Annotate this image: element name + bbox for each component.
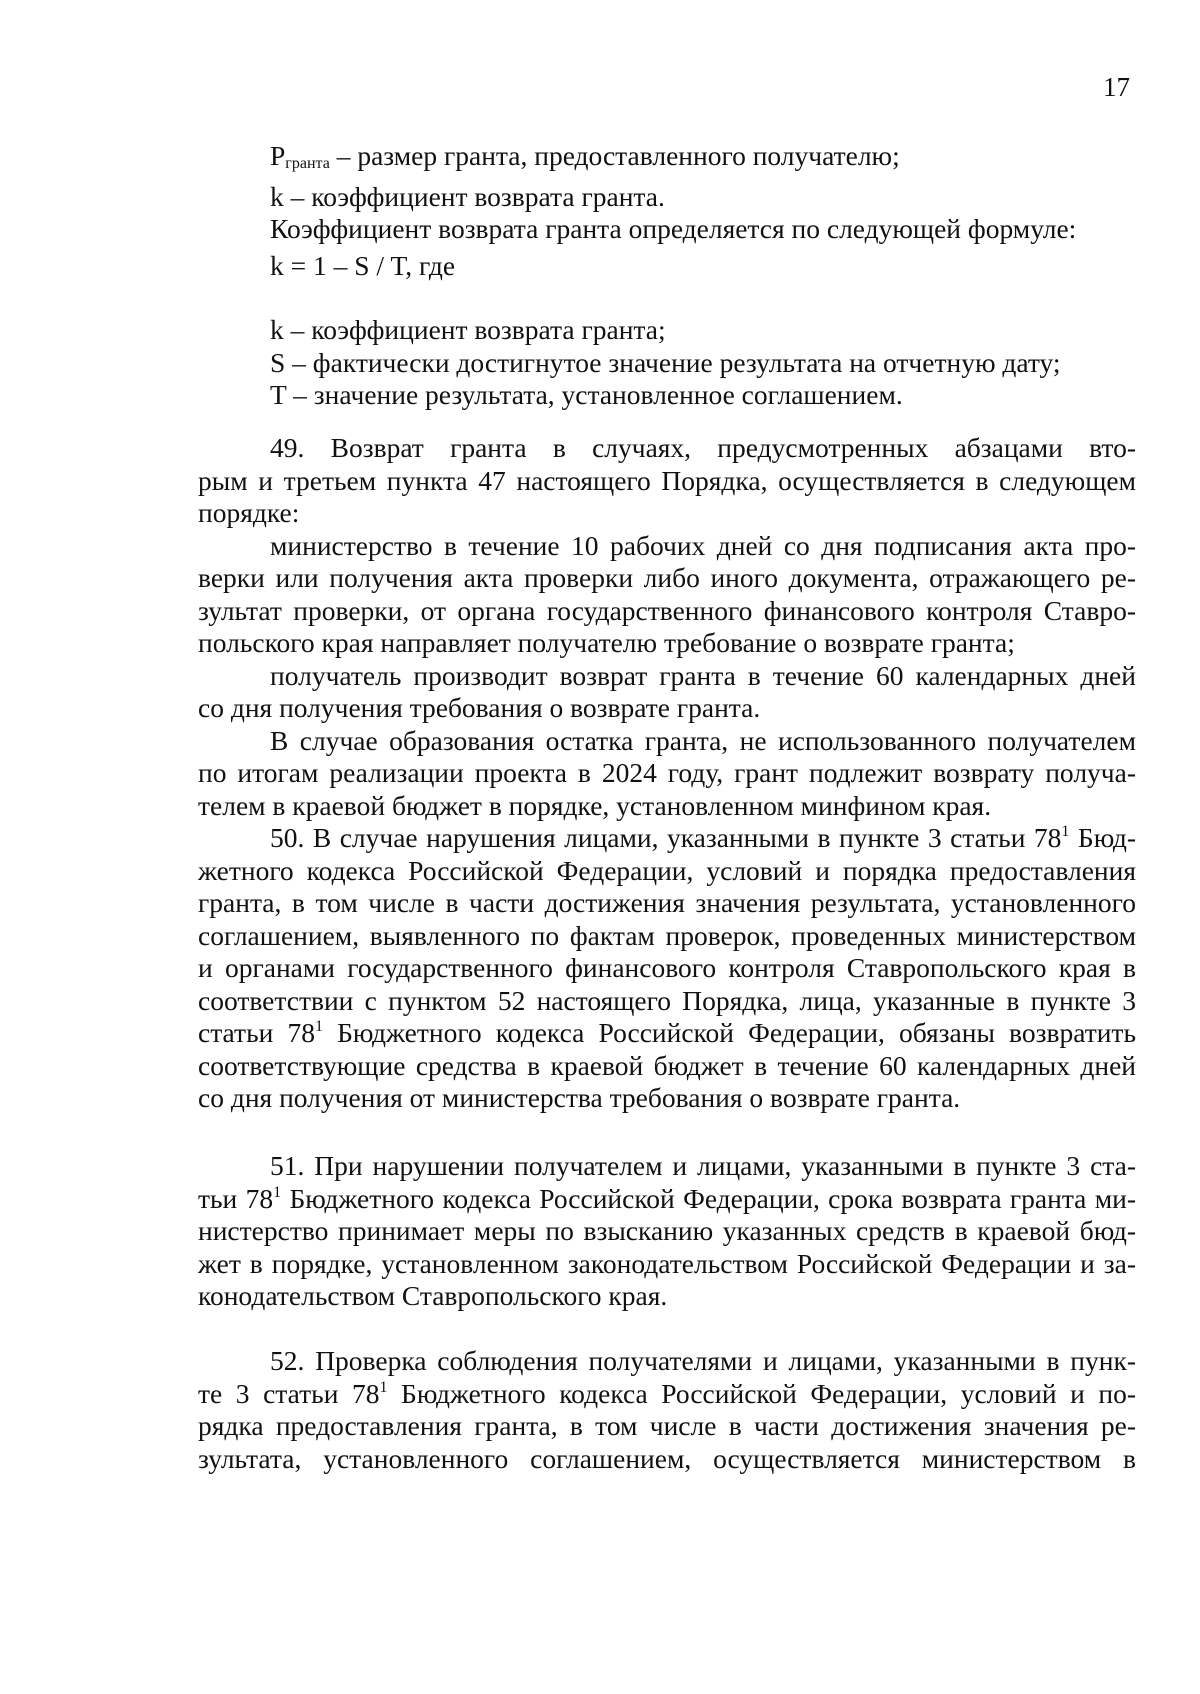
superscript: 1 — [314, 1018, 323, 1035]
section-50-line: соответствующие средства в краевой бюджет в течение 60 календарных дней — [198, 1049, 1136, 1081]
section-49-p4-line: по итогам реализации проекта в 2024 году, грант подлежит возврату получа- — [198, 757, 1136, 788]
section-50-line: жетного кодекса Российской Федерации, условий и порядка предоставления — [198, 854, 1136, 886]
formula-var-k: k – коэффициент возврата гранта; — [270, 314, 666, 345]
section-49-p3-line: получатель производит возврат гранта в течение 60 календарных дней — [270, 659, 1136, 691]
section-51-line: 51. При нарушении получателем и лицами, указанными в пункте 3 ста- — [270, 1150, 1136, 1181]
section-50-line: соответствии с пунктом 52 настоящего Порядка, лица, указанные в пункте 3 — [198, 984, 1136, 1016]
superscript: 1 — [273, 1183, 282, 1201]
section-50 — [198, 822, 1136, 1115]
p-definition-text: – размер гранта, предоставленного получателю; — [329, 140, 900, 171]
section-49-line: рым и третьем пункта 47 настоящего Порядка, осуществляется в следующем — [198, 464, 1136, 496]
section-49-line: порядке: — [198, 497, 300, 528]
section-51-line: тьи $78^1$ Бюджетного кодекса Российской Федерации, срока возврата гранта ми- — [198, 1182, 1136, 1214]
superscript: 1 — [379, 1378, 388, 1396]
section-52-line: рядка предоставления гранта, в том числе в части достижения значения ре- — [198, 1410, 1136, 1441]
p-symbol: P — [270, 140, 286, 171]
formula-block — [198, 250, 1136, 283]
section-52-line: те 3 статьи $78^1$ Бюджетного кодекса Российской Федерации, условий и по- — [198, 1377, 1136, 1409]
formula-var-s: S – фактически достигнутое значение результата на отчетную дату; — [270, 346, 1061, 378]
section-51-line: конодательством Ставропольского края. — [198, 1280, 668, 1311]
superscript: 1 — [1061, 823, 1070, 840]
p-subscript: гранта — [285, 155, 330, 172]
section-52-line: зультата, установленного соглашением, осуществляется министерством в — [198, 1442, 1136, 1474]
definitions-block — [198, 140, 1136, 246]
definition-p-grant — [198, 140, 1136, 181]
section-50-line: 50. В случае нарушения лицами, указанными в пункте 3 статьи $78^1$ Бюд- — [270, 822, 1136, 853]
section-49-p4-line: В случае образования остатка гранта, не использованного получателем — [270, 724, 1136, 756]
formula-variables — [198, 314, 1136, 412]
formula-intro: Коэффициент возврата гранта определяется по следующей формуле: — [270, 213, 1077, 244]
section-51-line: нистерство принимает меры по взысканию указанных средств в краевой бюд- — [198, 1215, 1136, 1246]
section-49-p2-line: польского края направляет получателю требование о возврате гранта; — [198, 627, 1015, 658]
section-49-p4-line: телем в краевой бюджет в порядке, установленном минфином края. — [198, 789, 992, 821]
formula: k = 1 – S / T, где — [270, 250, 456, 281]
section-49 — [198, 432, 1136, 822]
definition-k: k – коэффициент возврата гранта. — [270, 180, 665, 212]
section-50-line: соглашением, выявленного по фактам проверок, проведенных министерством — [198, 919, 1136, 951]
section-49-p2-line: зультат проверки, от органа государственного финансового контроля Ставро- — [198, 594, 1136, 626]
section-50-line: гранта, в том числе в части достижения значения результата, установленного — [198, 887, 1136, 918]
section-49-p2-line: верки или получения акта проверки либо иного документа, отражающего ре- — [198, 562, 1136, 593]
section-51 — [198, 1150, 1136, 1313]
section-52-line: 52. Проверка соблюдения получателями и лицами, указанными в пунк- — [270, 1345, 1136, 1376]
section-51-line: жет в порядке, установленном законодательством Российской Федерации и за- — [198, 1247, 1136, 1279]
section-50-line: со дня получения от министерства требования о возврате гранта. — [198, 1082, 961, 1113]
section-50-line: статьи $78^1$ Бюджетного кодекса Российской Федерации, обязаны возвратить — [198, 1017, 1136, 1048]
formula-var-t: T – значение результата, установленное соглашением. — [270, 379, 903, 410]
page-number: 17 — [1103, 72, 1130, 102]
section-49-p3-line: со дня получения требования о возврате гранта. — [198, 692, 761, 723]
section-49-p2-line: министерство в течение 10 рабочих дней со дня подписания акта про- — [270, 529, 1136, 561]
section-52 — [198, 1345, 1136, 1475]
section-50-line: и органами государственного финансового контроля Ставропольского края в — [198, 952, 1136, 983]
section-49-line: 49. Возврат гранта в случаях, предусмотренных абзацами вто- — [270, 432, 1136, 463]
